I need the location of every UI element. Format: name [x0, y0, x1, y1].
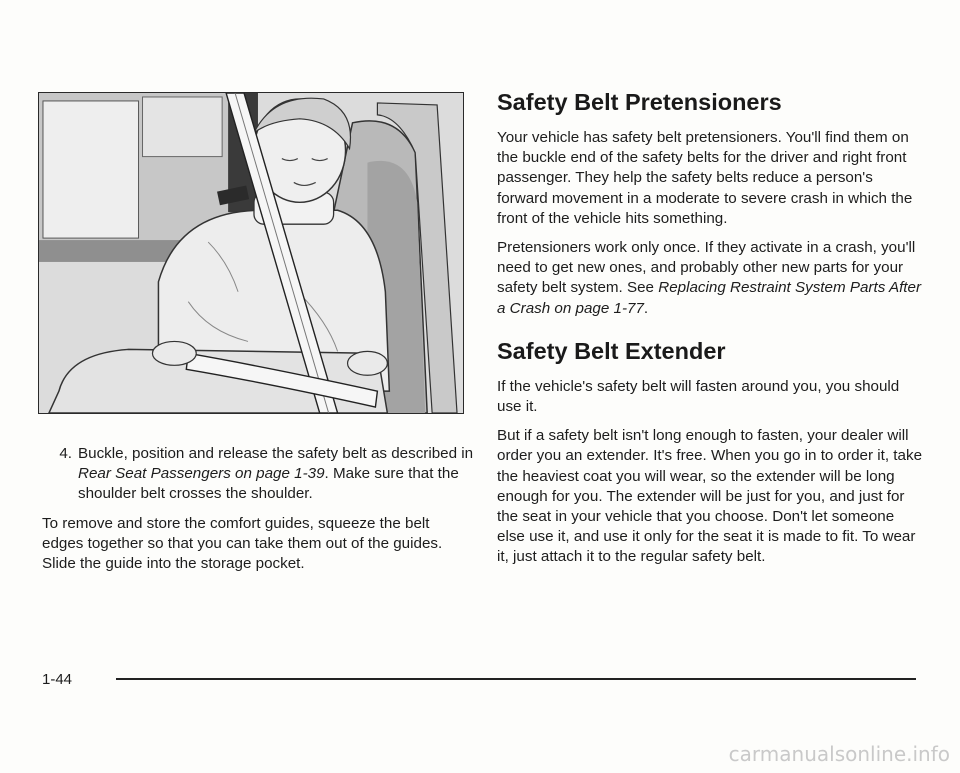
instruction-step [42, 444, 474, 505]
pretensioners-heading: Safety Belt Pretensioners [497, 89, 782, 115]
right-column-text [497, 88, 925, 577]
page-number: 1-44 [42, 671, 73, 688]
watermark-text: carmanualsonline.info [728, 742, 950, 766]
step-text-before: Buckle, position and release the safety belt as described in [78, 445, 474, 462]
left-column-text [42, 444, 474, 583]
step-text [78, 444, 474, 505]
extender-heading: Safety Belt Extender [497, 337, 726, 364]
comfort-guide-paragraph: To remove and store the comfort guides, squeeze the belt edges together so that you can take them out of the guides. Slide the guide into the storage pocket. [42, 514, 443, 573]
pretensioners-paragraph-2 [497, 238, 925, 319]
step-number: 4. [59, 445, 72, 462]
footer-rule [116, 678, 916, 680]
pretensioners-paragraph-1: Your vehicle has safety belt pretensioners. You'll find them on the buckle end of the safety belts for the driver and right front passenger. They help the safety belts reduce a person's forward movement in a moderate to severe crash in which the front of the vehicle hits something. [497, 129, 913, 227]
replacing-parts-link[interactable]: Replacing Restraint System Parts After a Crash on page 1-77 [497, 279, 922, 317]
step-text-after: . Make sure that the shoulder belt crosses the shoulder. [78, 465, 459, 503]
step-cross-reference-link[interactable]: Rear Seat Passengers on page 1-39 [78, 465, 325, 483]
child-in-seat-drawing [39, 93, 463, 413]
pretensioners-p2-end: . [643, 299, 649, 317]
extender-paragraph-2: But if a safety belt isn't long enough to fasten, your dealer will order you an extender. It's free. When you go in to order it, take the heaviest coat you will wear, so the extender will be long enough for you. The extender will be just for you, and just for the seat in your vehicle that you choose. Don't let someone else use it, and use it only for the seat it is made to fit. To wear it, just attach it to the regular safety belt. [497, 427, 923, 566]
child-seatbelt-illustration [38, 92, 464, 414]
extender-paragraph-1: If the vehicle's safety belt will fasten around you, you should use it. [497, 377, 900, 416]
pretensioners-p2-text: Pretensioners work only once. If they activate in a crash, you'll need to get new ones, and probably other new parts for your safety belt system. See [497, 239, 916, 297]
